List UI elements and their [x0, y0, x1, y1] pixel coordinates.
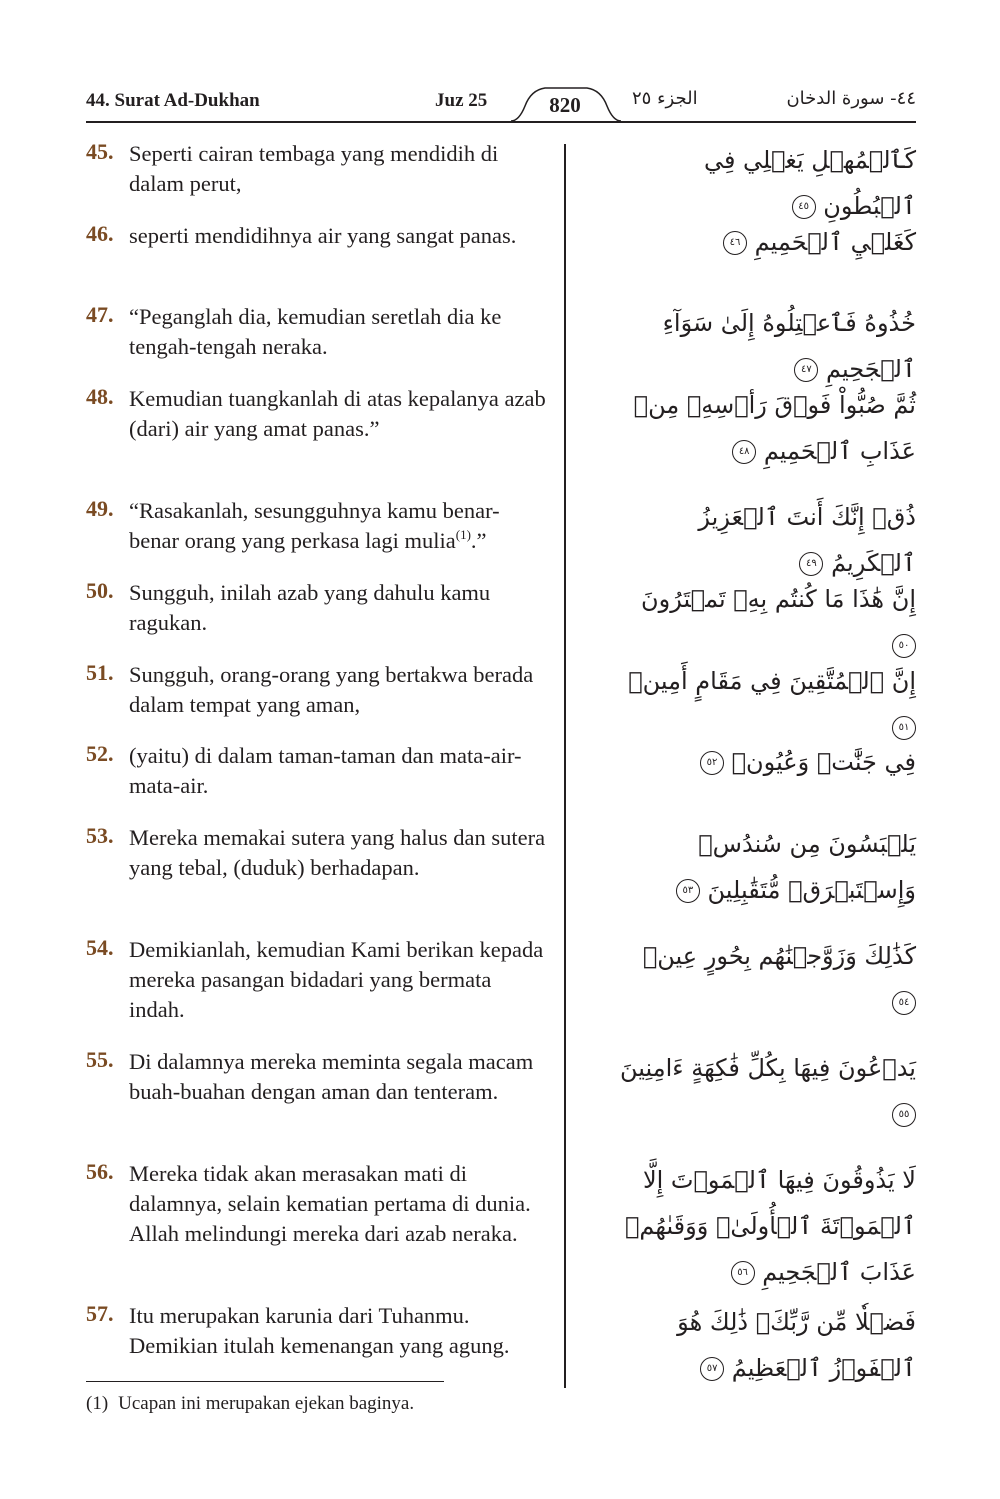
verse-translation: (yaitu) di dalam taman-taman dan mata-air-mata-air. [129, 743, 522, 798]
arabic-text: فِي جَنَّٰتٖ وَعُيُونٖ [731, 748, 916, 776]
page-header [86, 84, 916, 124]
arabic-text: إِنَّ هَٰذَا مَا كُنتُم بِهِۦ تَمۡتَرُونَ [640, 585, 916, 613]
ayah-end-marker: ٥٥ [892, 1103, 916, 1127]
column-divider [564, 144, 566, 1388]
footnote [86, 1393, 414, 1415]
ayah-end-marker: ٥٧ [700, 1357, 724, 1381]
verse-arabic [616, 739, 916, 785]
verse-arabic [616, 494, 916, 586]
verse-arabic [616, 137, 916, 229]
ayah-end-marker: ٥٣ [676, 879, 700, 903]
arabic-text: كَغَلۡيِ ٱلۡحَمِيمِ [754, 228, 916, 256]
ayah-end-marker: ٥٤ [892, 991, 916, 1015]
ayah-end-marker: ٥٦ [731, 1261, 755, 1285]
verse-number: 47. [86, 302, 114, 327]
ayah-end-marker: ٤٧ [794, 358, 818, 382]
verse-arabic [616, 300, 916, 392]
arabic-text: خُذُوهُ فَٱعۡتِلُوهُ إِلَىٰ سَوَآءِ ٱلۡجَحِيمِ [662, 309, 916, 383]
verse-translation: Sungguh, inilah azab yang dahulu kamu ragukan. [129, 580, 491, 635]
verse-translation: Mereka memakai sutera yang halus dan sutera yang tebal, (duduk) berhadapan. [129, 825, 546, 880]
verse-translation: Mereka tidak akan merasakan mati di dalamnya, selain kematian pertama di dunia. Allah melindungi mereka dari azab neraka. [129, 1161, 531, 1246]
verse-arabic [616, 1299, 916, 1391]
ayah-end-marker: ٥١ [892, 716, 916, 740]
arabic-text: كَذَٰلِكَ وَزَوَّجۡنَٰهُم بِحُورٍ عِينٖ [642, 942, 916, 970]
footnote-marker: (1) [86, 1393, 109, 1414]
verse-translation: Kemudian tuangkanlah di atas kepalanya azab (dari) air yang amat panas.” [129, 386, 546, 441]
verse-number: 52. [86, 741, 114, 766]
juz-arabic: الجزء ٢٥ [632, 88, 698, 109]
verse-translation: Sungguh, orang-orang yang bertakwa berada dalam tempat yang aman, [129, 662, 534, 717]
verse-arabic [616, 1157, 916, 1295]
verse-arabic [616, 219, 916, 265]
verse-arabic [616, 933, 916, 1025]
verse-number: 49. [86, 496, 114, 521]
translation-end: .” [470, 528, 487, 553]
arabic-text: لَا يَذُوقُونَ فِيهَا ٱلۡمَوۡتَ إِلَّا ٱلۡمَوۡتَةَ ٱلۡأُولَىٰۖ وَوَقَىٰهُمۡ عَذَابَ ٱلۡجَحِيمِ [625, 1166, 916, 1286]
translation-text: “Rasakanlah, sesungguhnya kamu benar-benar orang yang perkasa lagi mulia [129, 498, 500, 553]
verse-number: 45. [86, 139, 114, 164]
arabic-text: إِنَّ ٱلۡمُتَّقِينَ فِي مَقَامٍ أَمِينٖ [628, 667, 916, 695]
footnote-text: Ucapan ini merupakan ejekan baginya. [118, 1393, 415, 1414]
header-rule [86, 121, 916, 123]
juz-label: Juz 25 [435, 90, 488, 111]
ayah-end-marker: ٥٠ [892, 634, 916, 658]
verse-number: 53. [86, 823, 114, 848]
verse-translation: Di dalamnya mereka meminta segala macam buah-buahan dengan aman dan tenteram. [129, 1049, 534, 1104]
verse-number: 51. [86, 660, 114, 685]
verse-translation: Itu merupakan karunia dari Tuhanmu. Demikian itulah kemenangan yang agung. [129, 1303, 510, 1358]
ayah-end-marker: ٥٢ [700, 751, 724, 775]
verse-arabic [616, 1045, 916, 1137]
ayah-end-marker: ٤٥ [792, 195, 816, 219]
ayah-end-marker: ٤٨ [732, 440, 756, 464]
surah-title: 44. Surat Ad-Dukhan [86, 90, 260, 111]
verse-translation: seperti mendidihnya air yang sangat panas. [129, 223, 517, 248]
page-number: 820 [549, 93, 581, 117]
verse-translation [129, 496, 549, 556]
verse-number: 50. [86, 578, 114, 603]
verse-translation: Demikianlah, kemudian Kami berikan kepada mereka pasangan bidadari yang bermata indah. [129, 937, 544, 1022]
verse-arabic [616, 821, 916, 913]
verse-number: 57. [86, 1301, 114, 1326]
arabic-text: ثُمَّ صُبُّواْ فَوۡقَ رَأۡسِهِۦ مِنۡ عَذَابِ ٱلۡحَمِيمِ [633, 391, 916, 465]
verse-number: 55. [86, 1047, 114, 1072]
ayah-end-marker: ٤٦ [723, 231, 747, 255]
footnote-rule [86, 1381, 444, 1382]
arabic-text: يَدۡعُونَ فِيهَا بِكُلِّ فَٰكِهَةٍ ءَامِنِينَ [620, 1054, 916, 1082]
verse-number: 54. [86, 935, 114, 960]
verse-number: 48. [86, 384, 114, 409]
verse-arabic [616, 576, 916, 668]
verse-translation: “Peganglah dia, kemudian seretlah dia ke tengah-tengah neraka. [129, 304, 502, 359]
verse-number: 46. [86, 221, 114, 246]
arabic-text: كَٱلۡمُهۡلِ يَغۡلِي فِي ٱلۡبُطُونِ [703, 146, 916, 220]
arabic-text: ذُقۡ إِنَّكَ أَنتَ ٱلۡعَزِيزُ ٱلۡكَرِيمُ [698, 503, 916, 577]
ayah-end-marker: ٤٩ [799, 552, 823, 576]
arabic-text: فَضۡلٗا مِّن رَّبِّكَۚ ذَٰلِكَ هُوَ ٱلۡفَوۡزُ ٱلۡعَظِيمُ [677, 1308, 916, 1382]
verse-arabic [616, 658, 916, 750]
arabic-text: يَلۡبَسُونَ مِن سُندُسٖ وَإِسۡتَبۡرَقٖ مُّتَقَٰبِلِينَ [698, 830, 916, 904]
footnote-ref: (1) [455, 527, 471, 542]
surah-arabic: ٤٤- سورة الدخان [786, 88, 916, 109]
verse-number: 56. [86, 1159, 114, 1184]
verse-arabic [616, 382, 916, 474]
verse-translation: Seperti cairan tembaga yang mendidih di dalam perut, [129, 141, 499, 196]
